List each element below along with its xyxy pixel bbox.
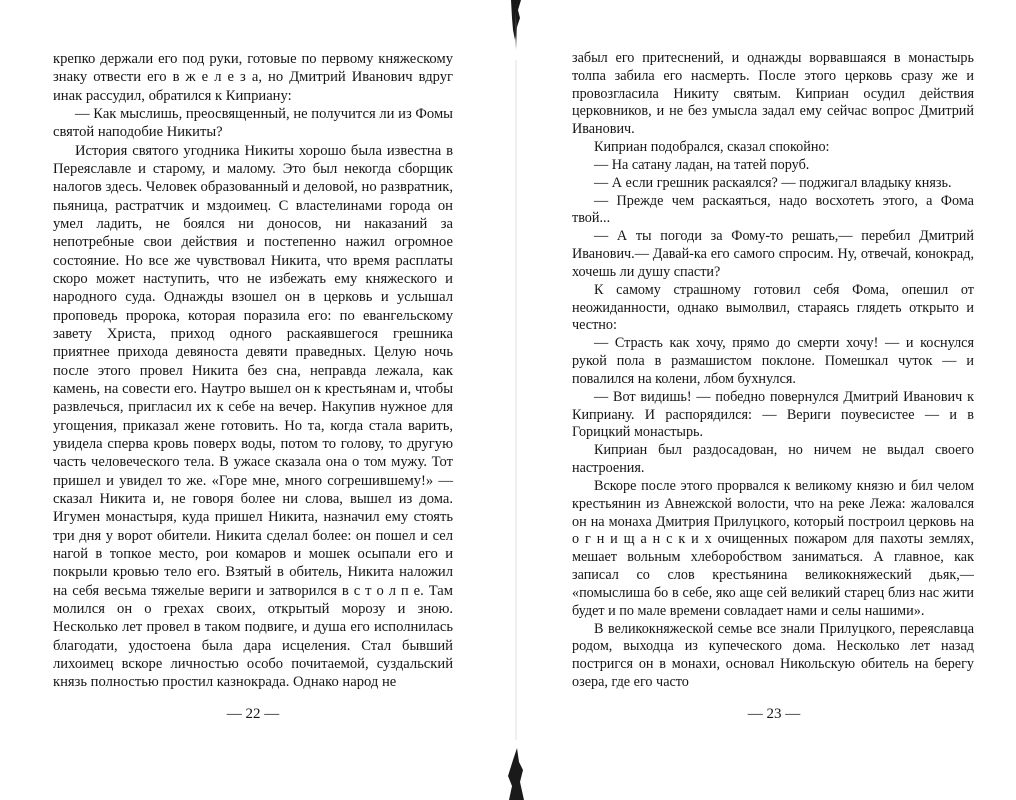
right-paragraph-1: забыл его притеснений, и однажды ворвавшаяся в монастырь толпа забила его насмерть. После этого церковь сразу же и провозгласила Никиту святым. Киприан осудил действия церковников, и не без умысла задал ему сейчас вопрос Дмитрий Иванович. [572,50,974,138]
right-paragraph-7: К самому страшному готовил себя Фома, опешил от неожиданности, однако вымолвил, стараясь глядеть открыто и честно: [572,281,974,334]
right-paragraph-3: — На сатану ладан, на татей поруб. [594,156,810,173]
left-page-number: — 22 — [226,706,280,722]
right-page-number: — 23 — [747,706,801,722]
right-paragraph-8: — Страсть как хочу, прямо до смерти хочу! — и коснулся рукой пола в размашистом поклоне. Помешкал чуток — и повалился на колени, лбом бухнулся. [572,335,974,387]
right-paragraph-6: — А ты погоди за Фому-то решать,— перебил Дмитрий Иванович.— Давай-ка его самого спросим. Ну, отвечай, конокрад, хочешь ли душу спасти? [572,228,974,280]
book-gutter [505,0,527,800]
right-paragraph-5: — Прежде чем раскаяться, надо восхотеть этого, а Фома твой... [572,192,974,227]
right-paragraph-4: — А если грешник раскаялся? — поджигал владыку князь. [594,174,952,191]
right-paragraph-9: — Вот видишь! — победно повернулся Дмитрий Иванович к Киприану. И распорядился: — Вериги поувесистее — и в Горицкий монастырь. [572,388,974,441]
left-page-text [53,50,453,691]
left-paragraph-3: История святого угодника Никиты хорошо была известна в Переяславле и старому, и малому. Это был некогда сборщик налогов здесь. Человек образованный и деловой, но развратник, пьяница, растратчик и мздоимец. С властелинами города он умел ладить, не боялся ни доносов, ни наказаний за непотребные свои действия и постепенно нажил огромное состояние. Но все же чувствовал Никита, что время расплаты скоро может наступить, что не избежать ему княжеского и народного суда. Однажды взошел он в церковь и услышал проповедь пророка, которая поразила его: по евангельскому завету Христа, приход одного раскаявшегося грешника приятнее прихода девяноста девяти праведных. Целую ночь после этого провел Никита без сна, неправда лежала, как камень, на совести его. Наутро вышел он к крестьянам и, чтобы развлечься, пригласил их к себе на вечер. Накупив нужное для угощения, приказал жене готовить. Но та, когда стала варить, увидела сперва кровь поверх воды, потом то голову, то другую часть человеческого тела. В ужасе сказала она о том мужу. Тот пришел и увидел то же. «Горе мне, много согрешившему!» — сказал Никита и, не говоря более ни слова, вышел из дома. Игумен монастыря, куда пришел Никита, назначил ему стоять три дня у ворот обители. Никита сделал более: он пошел и сел нагой в топкое место, рои комаров и мошек осыпали его и покрыли кровью тело его. Взятый в обитель, Никита наложил на себя весьма тяжелые вериги и затворился в с т о л п е. Там молился он о грехах своих, открытый морозу и зною. Несколько лет провел в таком подвиге, и душа его исполнилась благодати, удостоена была дара исцеления. Стал бывший лихоимец вскоре личностью особо почитаемой, суздальский князь полностью простил казнокрада. Однако народ не [53,142,453,691]
right-paragraph-2: Киприан подобрался, сказал спокойно: [594,139,830,156]
right-paragraph-11: Вскоре после этого прорвался к великому князю и бил челом крестьянин из Авнежской волости, что на реке Лежа: жаловался он на монаха Дмитрия Прилуцкого, который построил церковь на о г н и щ а н с к и х очищенных пожаром для пахоты землях, мешает вольным хлеборобством заниматься. А главное, как записал со слов крестьянина великокняжеский дьяк,— «помыслиша бо в себе, яко аще сей великий старец близ нас жити будет и по мале времени совладает нами и селы нашими». [572,477,974,619]
right-paragraph-10: Киприан был раздосадован, но ничем не выдал своего настроения. [572,442,974,477]
right-page-text [572,50,974,692]
left-paragraph-1: крепко держали его под руки, готовые по первому княжескому знаку отвести его в ж е л е з а, но Дмитрий Иванович вдруг инак рассудил, обратился к Киприану: [53,51,453,104]
left-paragraph-2: — Как мыслишь, преосвященный, не получится ли из Фомы святой наподобие Никиты? [53,105,453,141]
right-paragraph-12: В великокняжеской семье все знали Прилуцкого, переяславца родом, выходца из купеческого дома. Несколько лет назад постригся он в монахи, основал Никольскую обитель на берегу озера, где его часто [572,620,974,690]
